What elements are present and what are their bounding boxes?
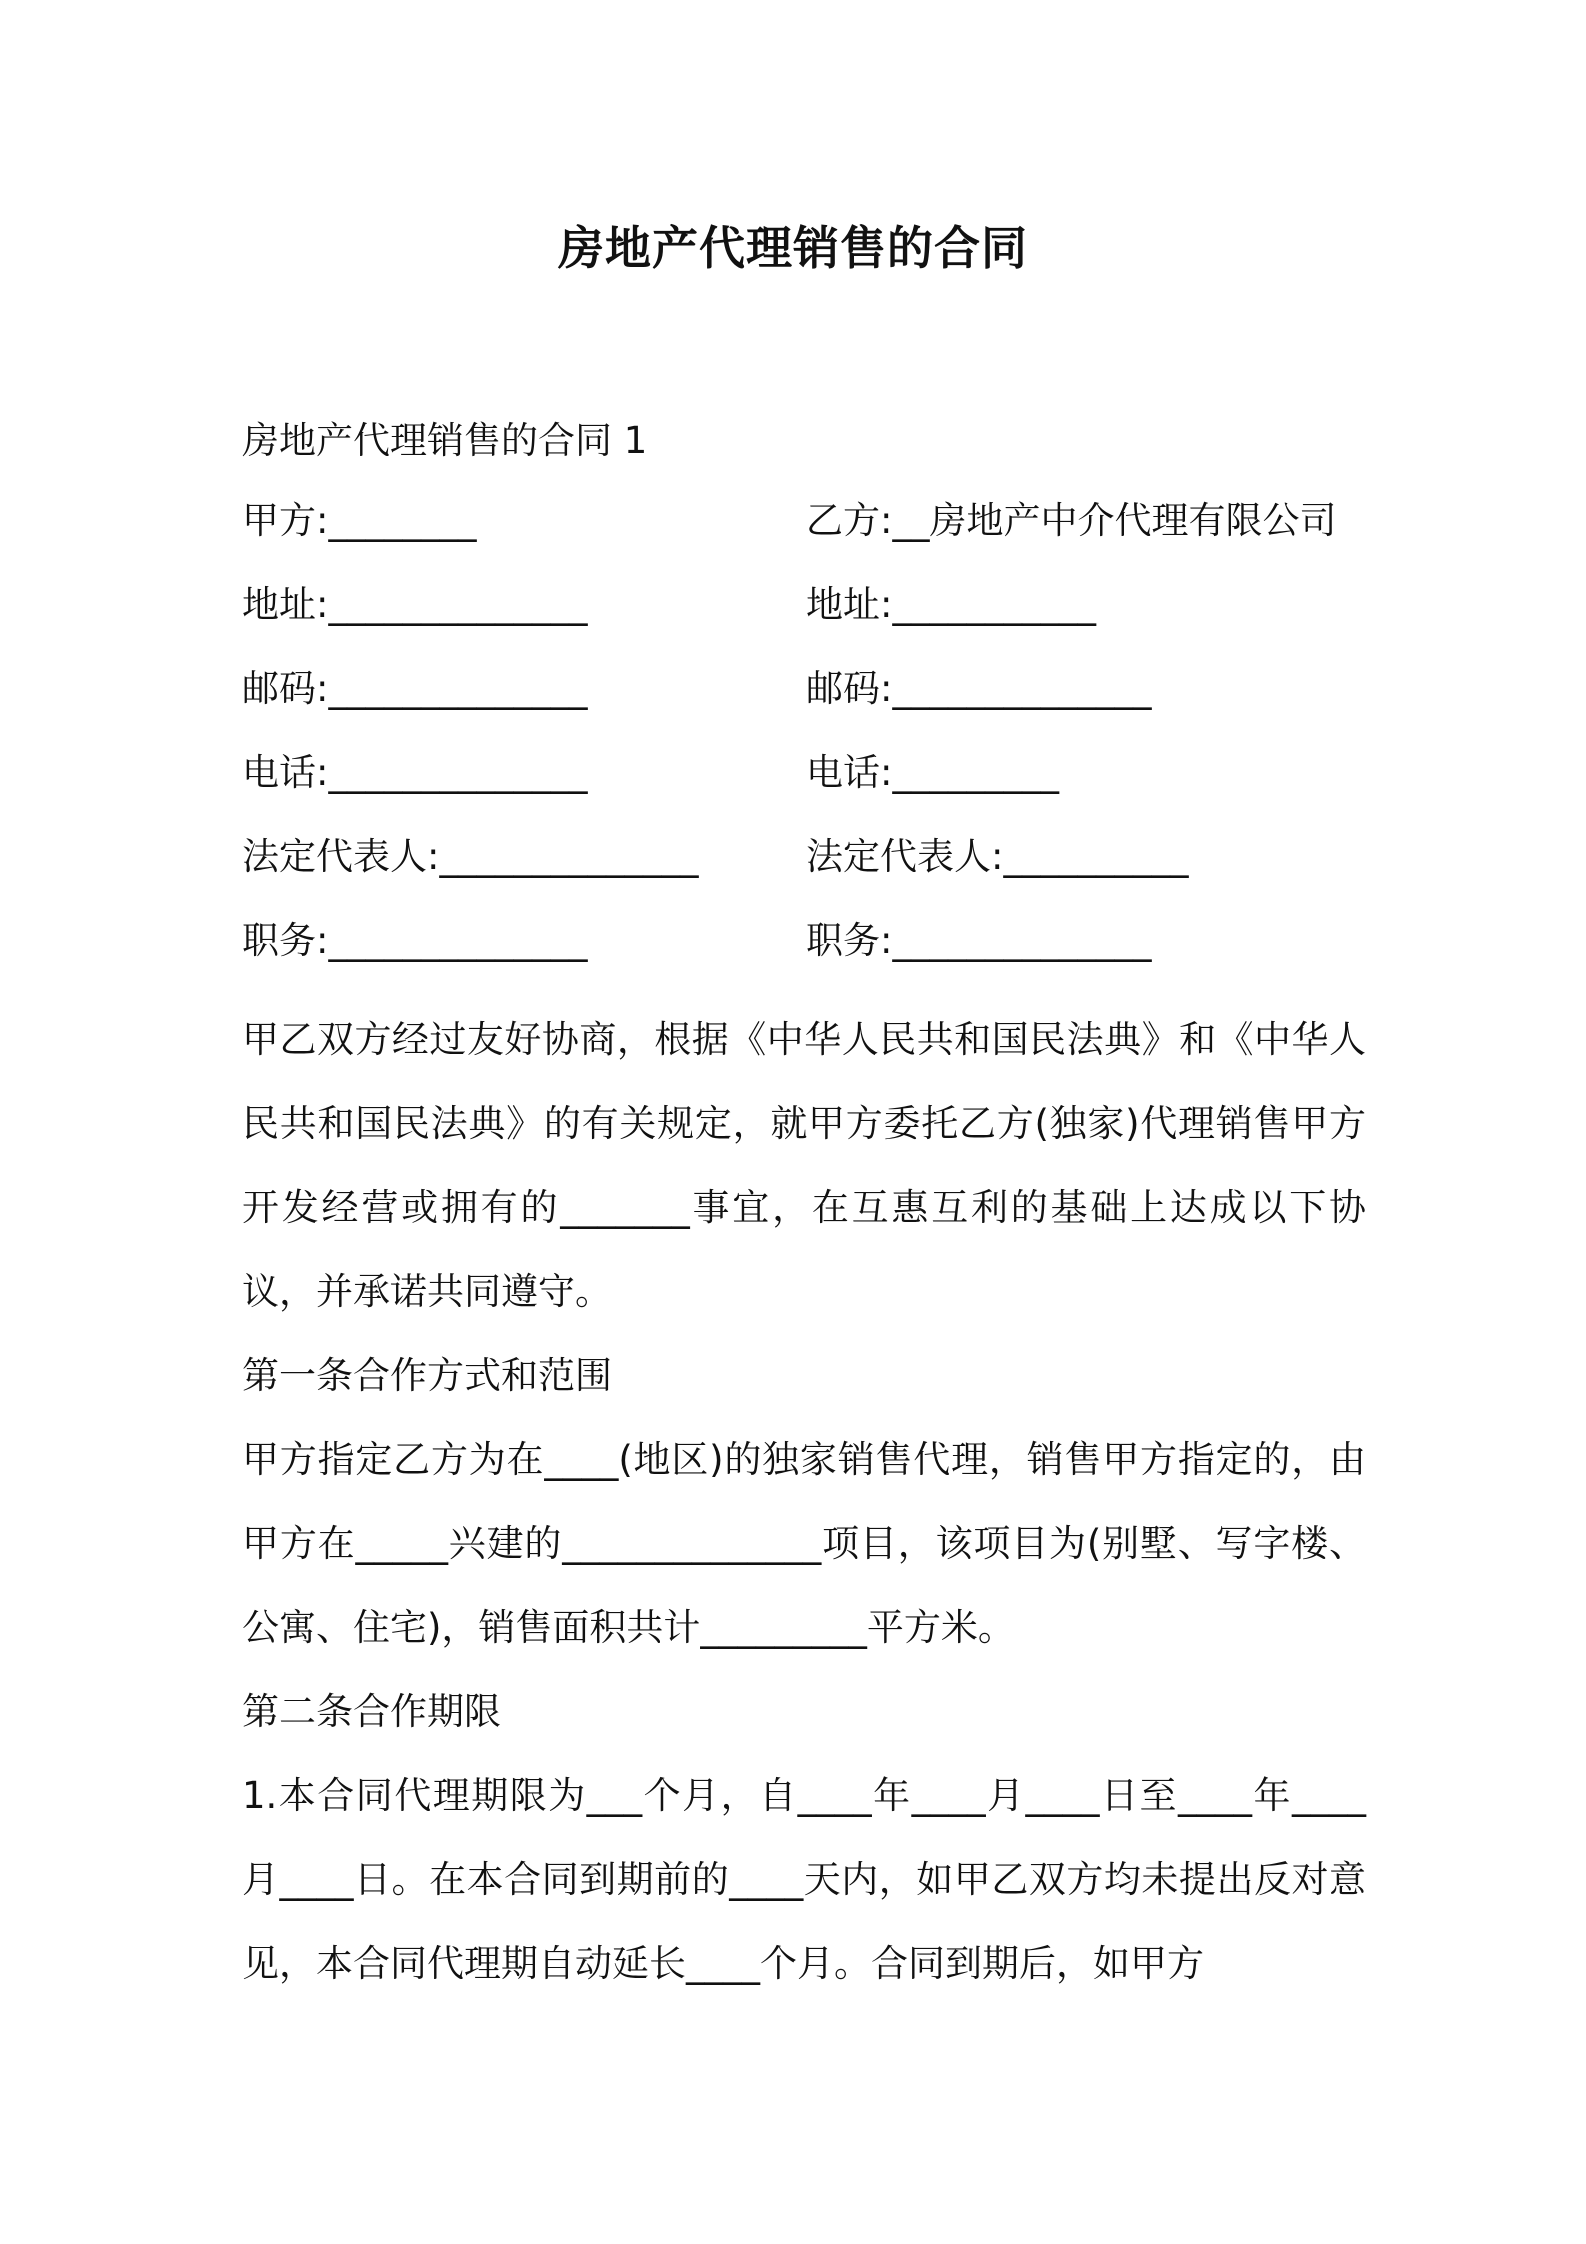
- party-row-legal-rep: [242, 832, 1362, 916]
- document-title: 房地产代理销售的合同: [558, 221, 1028, 275]
- party-b-postcode: 邮码:______________: [806, 667, 1152, 710]
- party-row-postcode: [242, 664, 1362, 748]
- party-a-phone: 电话:______________: [242, 751, 588, 794]
- party-b-legal-rep: 法定代表人:__________: [806, 835, 1189, 878]
- party-row-position: [242, 916, 1362, 1000]
- article-2-clause-1: 1.本合同代理期限为___个月，自____年____月____日至____年____月____日。在本合同到期前的____天内，如甲乙双方均未提出反对意见，本合同代理期自动延长____个月。合同到期后，如甲方: [242, 1774, 1366, 1985]
- party-a-name: 甲方:________: [242, 499, 477, 542]
- party-row-phone: [242, 748, 1362, 832]
- parties-block: [242, 496, 1362, 1000]
- party-a-position: 职务:______________: [242, 919, 588, 962]
- party-a-legal-rep: 法定代表人:______________: [242, 835, 699, 878]
- article-1-heading: 第一条合作方式和范围: [242, 1354, 612, 1397]
- party-b-name: 乙方:__房地产中介代理有限公司: [806, 499, 1337, 542]
- contract-body: [242, 998, 1366, 2006]
- party-a-address: 地址:______________: [242, 583, 588, 626]
- party-b-phone: 电话:_________: [806, 751, 1059, 794]
- party-row-address: [242, 580, 1362, 664]
- contract-subtitle: 房地产代理销售的合同 1: [242, 419, 648, 462]
- preamble-paragraph: 甲乙双方经过友好协商，根据《中华人民共和国民法典》和《中华人民共和国民法典》的有关规定，就甲方委托乙方(独家)代理销售甲方开发经营或拥有的_______事宜，在互惠互利的基础上达成以下协议，并承诺共同遵守。: [242, 1018, 1366, 1313]
- party-a-postcode: 邮码:______________: [242, 667, 588, 710]
- party-b-position: 职务:______________: [806, 919, 1152, 962]
- article-1-paragraph: 甲方指定乙方为在____(地区)的独家销售代理，销售甲方指定的，由甲方在_____兴建的______________项目，该项目为(别墅、写字楼、公寓、住宅)，销售面积共计_________平方米。: [242, 1438, 1366, 1649]
- party-b-address: 地址:___________: [806, 583, 1096, 626]
- article-2-heading: 第二条合作期限: [242, 1690, 501, 1733]
- party-row-party: [242, 496, 1362, 580]
